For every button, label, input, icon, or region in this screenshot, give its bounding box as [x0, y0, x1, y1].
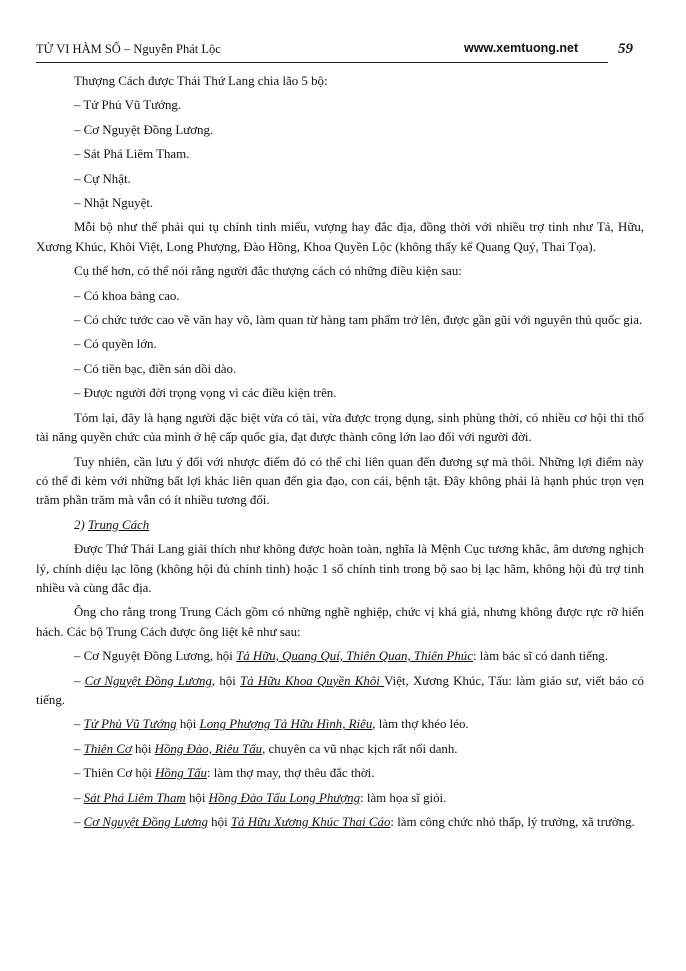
item-text: hội [207, 815, 231, 829]
item-text: – [74, 815, 84, 829]
paragraph: Thượng Cách được Thái Thứ Lang chia lão 5 bộ: [74, 74, 328, 88]
list-item: – Cơ Nguyệt Đồng Lương. [74, 122, 214, 137]
list-item [36, 740, 644, 759]
item-text: : làm công chức nhỏ thấp, lý trưởng, xã trưởng. [390, 815, 635, 829]
item-emphasis: Sát Phá Liêm Tham [83, 790, 186, 805]
item-text: : làm thợ may, thợ thêu đắc thời. [207, 766, 375, 781]
paragraph: Tuy nhiên, cần lưu ý đối với nhược điểm đó có thể chỉ liên quan đến đương sự mà thôi. Những lợi điểm này có thể đi kèm với những bất lợi khác liên quan đến gia đạo, con cái, bệnh tật. Đây không phải là hạnh phúc trọn vẹn trăm phần trăm mà vẫn có ít nhiều tương đối. [36, 454, 644, 508]
list-item: – Được người đời trọng vọng vì các điều kiện trên. [74, 386, 337, 401]
list-item: – Tử Phủ Vũ Tướng. [74, 98, 182, 113]
item-text: – Thiên Cơ hội [74, 766, 156, 781]
paragraph: Mỗi bộ như thế phải qui tụ chính tinh miếu, vượng hay đắc địa, đồng thời với nhiều trợ tinh như Tả, Hữu, Xương Khúc, Khôi Việt, Long Phượng, Đào Hồng, Khoa Quyền Lộc (không thấy kể Quang Quý, Thai Tọa). [36, 220, 644, 254]
item-emphasis: Cơ Nguyệt Đồng Lương [84, 673, 212, 688]
paragraph: Cụ thể hơn, có thể nói rằng người đắc thượng cách có những điều kiện sau: [74, 264, 462, 279]
item-emphasis: Long Phượng Tả Hữu Hình, Riêu [199, 717, 373, 732]
item-text: : làm họa sĩ giỏi. [360, 790, 447, 805]
item-text: – [74, 717, 84, 732]
header-website: www.xemtuong.net [464, 41, 579, 55]
list-item: – Có chức tước cao về văn hay võ, làm quan từ hàng tam phẩm trở lên, được gần gũi với nguyên thủ quốc gia. [74, 313, 643, 328]
list-item [36, 813, 644, 832]
item-text: , hội [211, 673, 240, 688]
page-number: 59 [618, 41, 633, 57]
list-item: – Có tiền bạc, điền sản dồi dào. [74, 361, 237, 376]
item-emphasis: Hồng Đào, Riêu Tấu [154, 741, 263, 756]
list-item: – Có quyền lớn. [74, 337, 157, 352]
item-emphasis: Tả Hữu, Quang Quí, Thiên Quan, Thiên Phúc [236, 649, 473, 664]
item-text: – [74, 741, 84, 756]
item-emphasis: Thiên Cơ [83, 741, 132, 756]
paragraph: Ông cho rằng trong Trung Cách gồm có những nghề nghiệp, chức vị khá giả, nhưng không được rực rỡ hiển hách. Các bộ Trung Cách được ông liệt kê như sau: [36, 605, 644, 639]
item-text: hội [131, 741, 155, 756]
list-item: – Cự Nhật. [74, 171, 131, 186]
item-text: : làm bác sĩ có danh tiếng. [472, 649, 608, 664]
item-text: Việt, Xương Khúc, Tấu: làm giáo sư, viết báo có tiếng. [36, 673, 644, 707]
list-item [36, 672, 644, 711]
section-number: 2) [74, 517, 88, 532]
item-emphasis: Tử Phủ Vũ Tướng [83, 717, 177, 732]
list-item [36, 715, 644, 734]
item-emphasis: Hồng Tấu [155, 766, 207, 781]
header-title: TỬ VI HÀM SỐ – Nguyễn Phát Lộc [36, 42, 221, 56]
item-emphasis: Hồng Đào Tấu Long Phượng [208, 790, 361, 805]
list-item: – Nhật Nguyệt. [74, 196, 154, 211]
paragraph: Được Thứ Thái Lang giải thích như không được hoàn toàn, nghĩa là Mệnh Cục tương khắc, âm dương nghịch lý, chính diệu lạc lõng (không hội đủ chính tinh) hoặc 1 số chính tinh trong bộ sao bị lạc hãm, không hội đủ trợ tinh nhiều và cùng đắc địa. [36, 542, 644, 595]
item-emphasis: Cơ Nguyệt Đồng Lương [83, 815, 208, 829]
list-item [36, 647, 644, 666]
page-header [36, 40, 608, 63]
list-item [36, 764, 644, 783]
list-item: – Có khoa bảng cao. [74, 288, 180, 303]
section-heading [36, 516, 644, 535]
item-emphasis: Tả Hữu Xương Khúc Thai Cáo [230, 815, 391, 829]
item-text: hội [176, 717, 200, 732]
item-text: – [74, 673, 85, 688]
item-text: – Cơ Nguyệt Đồng Lương, hội [74, 649, 237, 664]
paragraph: Tóm lại, đây là hạng người đặc biệt vừa có tài, vừa được trọng dụng, sinh phùng thời, có nhiều cơ hội thi thố tài năng quyền chức của mình ở hệ cấp quốc gia, đạt được thành công lớn lao đối với người đời. [36, 410, 644, 445]
item-text: hội [185, 790, 209, 805]
item-text: , chuyên ca vũ nhạc kịch rất nổi danh. [262, 741, 458, 756]
page-body [36, 72, 644, 837]
section-title: Trung Cách [87, 517, 150, 532]
list-item: – Sát Phá Liêm Tham. [74, 147, 190, 162]
list-item [36, 789, 644, 808]
item-text: – [74, 790, 84, 805]
item-text: , làm thợ khéo léo. [372, 717, 469, 732]
item-emphasis: Tả Hữu Khoa Quyền Khôi [240, 673, 385, 688]
